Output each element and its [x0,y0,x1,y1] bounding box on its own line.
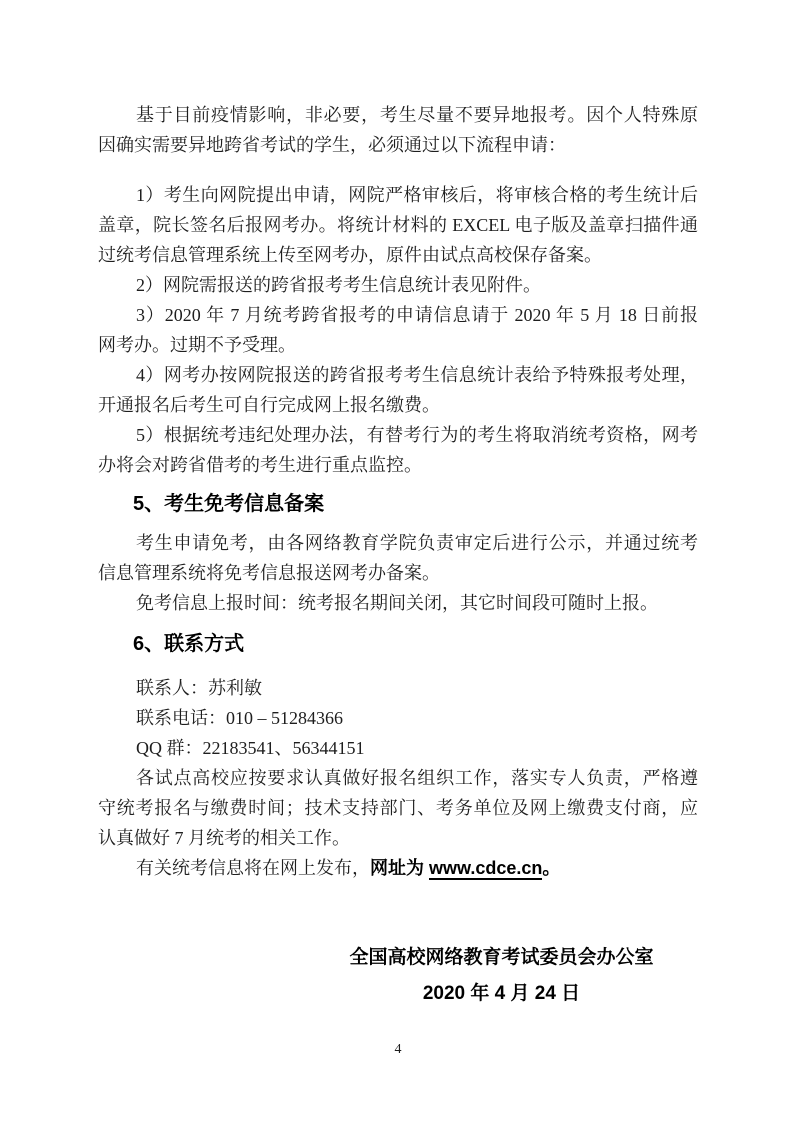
section-6-body [98,673,698,883]
text-line: 守统考报名与缴费时间；技术支持部门、考务单位及网上缴费支付商，应 [98,798,698,818]
text-line: 因确实需要异地跨省考试的学生，必须通过以下流程申请： [98,135,566,155]
contact-person: 联系人：苏利敏 [136,678,262,698]
text-line: 考生申请免考，由各网络教育学院负责审定后进行公示，并通过统考 [136,533,698,553]
text-line: 免考信息上报时间：统考报名期间关闭，其它时间段可随时上报。 [136,593,658,613]
text-line: 信息管理系统将免考信息报送网考办备案。 [98,563,440,583]
closing-line [98,853,698,883]
procedure-item-3-line: 网考办。过期不予受理。 [98,335,296,355]
signature-date: 2020 年 4 月 24 日 [422,983,581,1004]
text-line: 基于目前疫情影响，非必要，考生尽量不要异地报考。因个人特殊原 [136,105,698,125]
procedure-item-1-line: 过统考信息管理系统上传至网考办，原件由试点高校保存备案。 [98,245,602,265]
document-content [98,100,698,1057]
procedure-item-4-line: 开通报名后考生可自行完成网上报名缴费。 [98,395,440,415]
cdce-website-link[interactable]: www.cdce.cn [429,858,543,878]
closing-bold-label: 网址为 [370,858,430,878]
signature-block [305,943,698,1009]
contact-phone: 联系电话：010 – 51284366 [136,708,343,728]
section-heading-5: 5、考生免考信息备案 [133,493,325,515]
procedure-item-4-line: 4）网考办按网院报送的跨省报考考生信息统计表给予特殊报考处理， [136,365,698,385]
procedure-item-1-line: 1）考生向网院提出申请，网院严格审核后，将审核合格的考生统计后 [136,185,698,205]
contact-qq-groups: QQ 群：22183541、56344151 [136,738,365,758]
closing-period: 。 [542,858,561,878]
procedure-item-1-line: 盖章，院长签名后报网考办。将统计材料的 EXCEL 电子版及盖章扫描件通 [98,215,698,235]
procedure-item-5-line: 办将会对跨省借考的考生进行重点监控。 [98,455,422,475]
procedure-item-3-line: 3）2020 年 7 月统考跨省报考的申请信息请于 2020 年 5 月 18 日前报 [136,305,698,325]
section-heading-6: 6、联系方式 [133,633,245,655]
section-5-body [98,528,698,618]
page-number: 4 [394,1042,402,1057]
procedure-item-5-line: 5）根据统考违纪处理办法，有替考行为的考生将取消统考资格，网考 [136,425,698,445]
text-line: 认真做好 7 月统考的相关工作。 [98,828,350,848]
text-line: 各试点高校应按要求认真做好报名组织工作，落实专人负责，严格遵 [136,768,698,788]
closing-text: 有关统考信息将在网上发布， [136,858,370,878]
procedure-item-2-line: 2）网院需报送的跨省报考考生信息统计表见附件。 [136,275,541,295]
signature-office: 全国高校网络教育考试委员会办公室 [349,947,654,968]
intro-paragraph [98,100,698,160]
procedure-list [98,180,698,480]
